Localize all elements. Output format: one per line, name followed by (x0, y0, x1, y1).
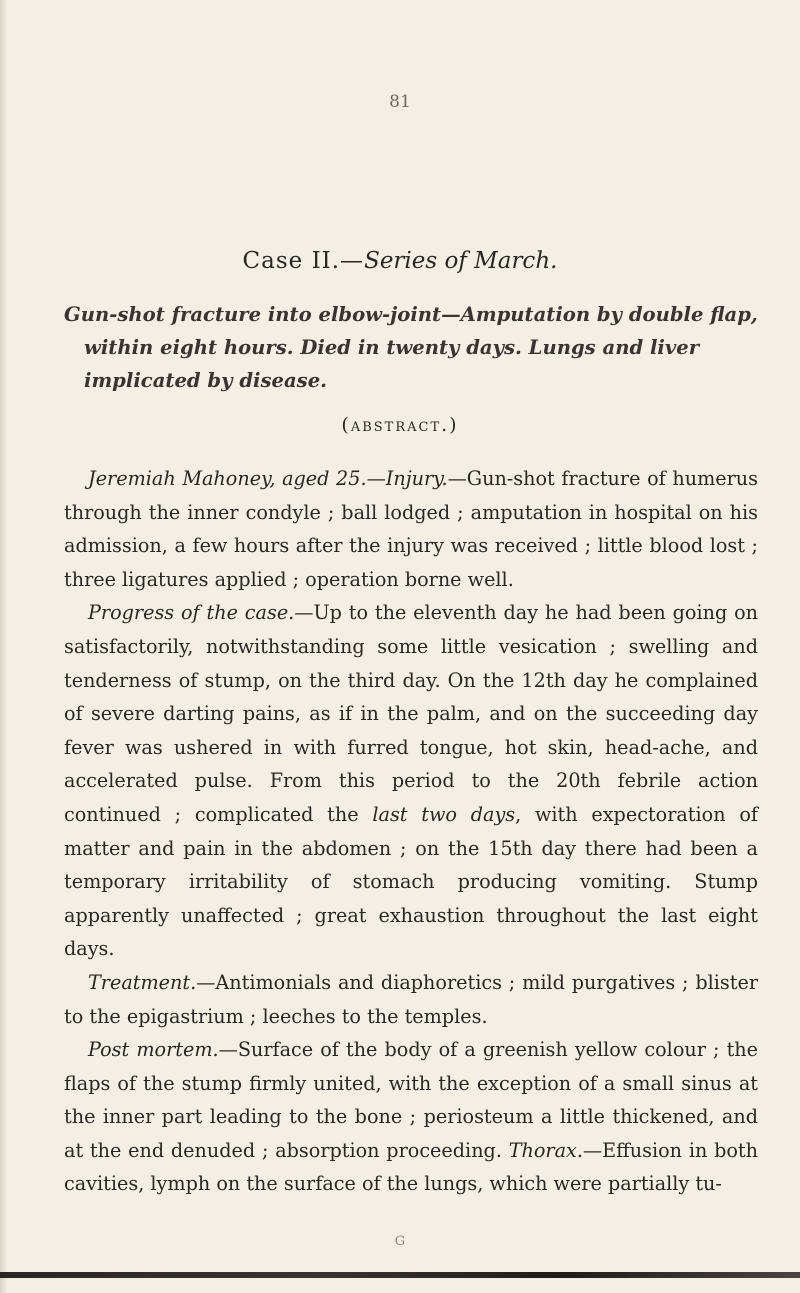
paragraph-lead: Post mortem. (88, 1038, 219, 1062)
paragraph-text: —Antimonials and diaphoretics ; mild purgatives ; blister to the epigastrium ; leeches to the temples. (64, 970, 758, 1028)
page-number: 81 (389, 92, 411, 112)
page-edge (0, 0, 8, 1293)
case-body (64, 462, 758, 1201)
signature-mark: G (394, 1234, 406, 1249)
bottom-rule (0, 1272, 800, 1278)
paragraph-text-after: —Effusion in both cavities, lymph on the surface of the lungs, which were partially tu- (64, 1138, 758, 1196)
paragraph-text: —Surface of the body of a greenish yellow colour ; the flaps of the stump firmly united, with the exception of a small sinus at the inner part leading to the bone ; periosteum a little thickened, and at the end denuded ; absorption proceeding. (64, 1038, 758, 1162)
paragraph-post-mortem (64, 1033, 758, 1201)
abstract-label: (abstract.) (341, 414, 459, 436)
case-heading (0, 248, 800, 274)
paragraph-treatment (64, 966, 758, 1033)
paragraph-injury (64, 462, 758, 596)
paragraph-inline-italic: last two days (372, 802, 516, 826)
paragraph-text: —Up to the eleventh day he had been going on satisfactorily, notwithstanding some little vesication ; swelling and tenderness of stump, on the third day. On the 12th day he complained of severe darting pains, as if in the palm, and on the succeeding day fever was ushered in with furred tongue, hot skin, head-ache, and accelerated pulse. From this period to the 20th febrile action continued ; complicated the (64, 601, 759, 826)
paragraph-inline-italic: Thorax. (508, 1138, 583, 1162)
paragraph-text-after: , with expectoration of matter and pain in the abdomen ; on the 15th day there had been a temporary irritability of stomach producing vomiting. Stump apparently unaffected ; great exhaustion throughout the last eight days. (64, 802, 758, 961)
paragraph-lead: Treatment. (88, 970, 197, 994)
case-summary: Gun-shot fracture into elbow-joint—Amputation by double flap, within eight hours. Died in twenty days. Lungs and liver implicated by disease. (64, 303, 758, 392)
case-label: Case II.— (242, 248, 365, 274)
paragraph-progress (64, 596, 758, 966)
paragraph-lead: Jeremiah Mahoney, aged 25.—Injury. (88, 467, 448, 490)
case-series: Series of March. (364, 248, 558, 274)
paragraph-lead: Progress of the case. (88, 601, 295, 625)
paragraph-text: —Gun-shot fracture of humerus through the inner condyle ; ball lodged ; amputation in hospital on his admission, a few hours after the injury was received ; little blood lost ; three ligatures applied ; operation borne well. (64, 467, 759, 591)
